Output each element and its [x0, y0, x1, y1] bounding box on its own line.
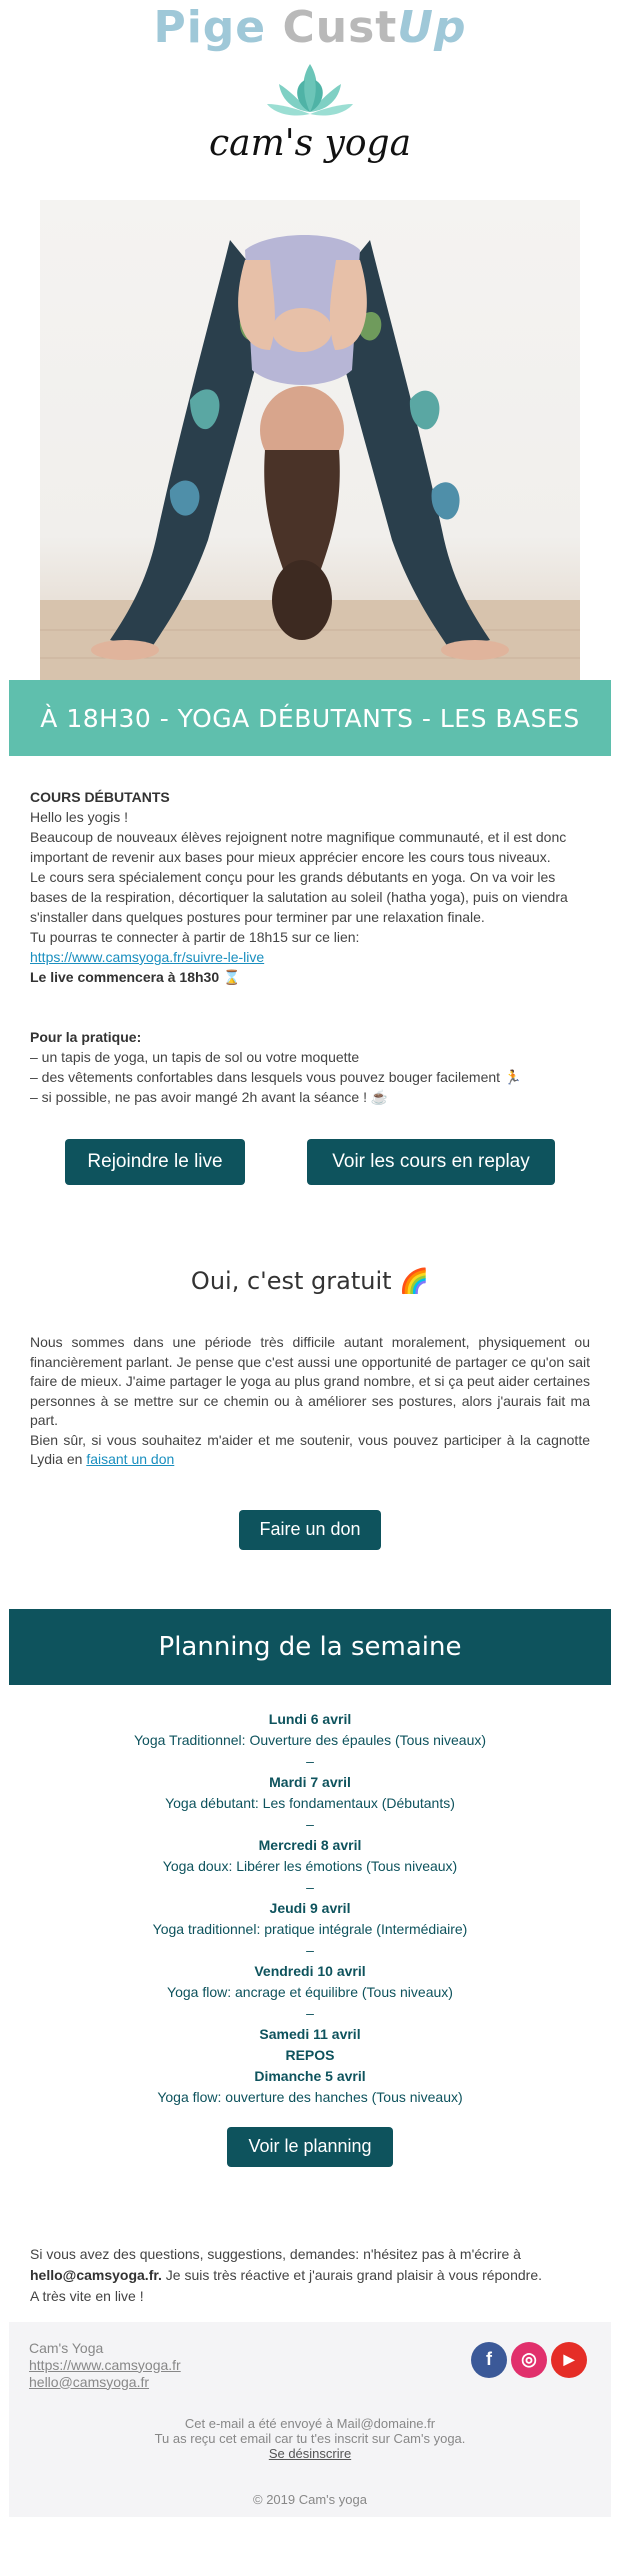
- intro-paragraph-3: Tu pourras te connecter à partir de 18h15 sur ce lien:: [30, 929, 360, 945]
- planning-separator: –: [306, 2004, 314, 2021]
- view-planning-button[interactable]: Voir le planning: [227, 2127, 393, 2167]
- planning-day: Dimanche 5 avril: [254, 2067, 366, 2084]
- planning-desc: Yoga doux: Libérer les émotions (Tous niveaux): [162, 1857, 458, 1874]
- join-live-button[interactable]: Rejoindre le live: [65, 1139, 245, 1185]
- planning-title: Planning de la semaine: [158, 1631, 462, 1662]
- copyright: © 2019 Cam's yoga: [253, 2491, 367, 2507]
- planning-desc: Yoga traditionnel: pratique intégrale (Intermédiaire): [152, 1920, 468, 1937]
- footer-contact: [29, 2340, 181, 2391]
- planning-day: Jeudi 9 avril: [269, 1899, 351, 1916]
- planning-day: Mercredi 8 avril: [258, 1836, 362, 1853]
- footer-name: Cam's Yoga: [29, 2339, 104, 2356]
- pratique-section: [30, 987, 590, 1107]
- social-links: [471, 2342, 587, 2378]
- donate-link[interactable]: faisant un don: [86, 1451, 175, 1467]
- planning-banner: [9, 1609, 611, 1685]
- pratique-item: – un tapis de yoga, un tapis de sol ou votre moquette: [30, 1049, 360, 1065]
- intro-paragraph-1: Beaucoup de nouveaux élèves rejoignent notre magnifique communauté, et il est donc important de revenir aux bases pour mieux apprécier encore les cours tous niveaux.: [30, 829, 567, 865]
- class-title: À 18H30 - YOGA DÉBUTANTS - LES BASES: [40, 703, 580, 733]
- hero-yoga-photo: [40, 200, 580, 680]
- intro-paragraph-2: Le cours sera spécialement conçu pour les grands débutants en yoga. On va voir les bases de la respiration, décortiquer la salutation au soleil (hatha yoga), puis on viendra s'installer dans quelques postures pour terminer par une relaxation finale.: [30, 869, 568, 925]
- yoga-pose-illustration: [40, 200, 580, 680]
- contact-email-line: [30, 2265, 590, 2286]
- brand-part-up: Up: [397, 2, 467, 53]
- footer: [9, 2322, 611, 2517]
- planning-desc: Yoga flow: ouverture des hanches (Tous niveaux): [157, 2088, 463, 2105]
- footer-legal: [9, 2416, 611, 2461]
- planning-desc: Yoga débutant: Les fondamentaux (Débutants): [165, 1794, 455, 1811]
- planning-day: Samedi 11 avril: [259, 2025, 361, 2042]
- cta-button-row: [65, 1139, 555, 1185]
- instagram-icon[interactable]: ◎: [511, 2342, 547, 2378]
- footer-site-link[interactable]: https://www.camsyoga.fr: [29, 2356, 181, 2373]
- contact-signoff: A très vite en live !: [30, 2287, 144, 2304]
- planning-separator: –: [306, 1815, 314, 1832]
- intro-greeting: Hello les yogis !: [30, 809, 129, 825]
- brand-part-pige: Pige: [153, 2, 283, 53]
- gratuit-section: [30, 1333, 590, 1470]
- gratuit-paragraph-1: Nous sommes dans une période très difficile autant moralement, physiquement ou financièrement parlant. Je pense que c'est aussi une opportunité de partager ce qu'on sait faire de mieux. J'aime partager le yoga au plus grand nombre, et si ça peut aider certaines personnes à se mettre sur ce chemin ou à améliorer ses postures, alors j'aurais fait ma part.: [30, 1334, 590, 1428]
- planning-button-wrap: [0, 2127, 620, 2167]
- footer-email-link[interactable]: hello@camsyoga.fr: [29, 2373, 150, 2390]
- planning-day: Lundi 6 avril: [268, 1710, 352, 1727]
- brand-part-cust: Cust: [282, 2, 398, 53]
- donate-button-wrap: [0, 1510, 620, 1550]
- unsubscribe-link[interactable]: Se désinscrire: [268, 2445, 352, 2461]
- pratique-heading: Pour la pratique:: [30, 1029, 142, 1045]
- planning-desc-rest: REPOS: [285, 2046, 335, 2063]
- planning-day: Vendredi 10 avril: [254, 1962, 366, 1979]
- pigecustup-brand: [0, 0, 620, 60]
- donate-button[interactable]: Faire un don: [239, 1510, 381, 1550]
- planning-desc: Yoga Traditionnel: Ouverture des épaules (Tous niveaux): [133, 1731, 487, 1748]
- pratique-item: – des vêtements confortables dans lesquels vous pouvez bouger facilement 🏃: [30, 1069, 522, 1085]
- logo-text: cam's yoga: [208, 123, 412, 164]
- class-title-banner: [9, 680, 611, 756]
- replay-button[interactable]: Voir les cours en replay: [307, 1139, 555, 1185]
- planning-separator: –: [306, 1752, 314, 1769]
- contact-paragraph: Si vous avez des questions, suggestions, demandes: n'hésitez pas à m'écrire à: [30, 2245, 521, 2262]
- contact-section: [30, 2244, 590, 2307]
- footer-sent-to: Cet e-mail a été envoyé à Mail@domaine.fr: [184, 2415, 436, 2431]
- pratique-item: – si possible, ne pas avoir mangé 2h avant la séance ! ☕: [30, 1089, 389, 1105]
- live-start-text: Le live commencera à 18h30 ⌛: [30, 969, 241, 985]
- gratuit-title: Oui, c'est gratuit 🌈: [190, 1267, 430, 1295]
- lotus-icon: [265, 60, 355, 122]
- youtube-icon[interactable]: ▶: [551, 2342, 587, 2378]
- facebook-icon[interactable]: f: [471, 2342, 507, 2378]
- intro-heading: COURS DÉBUTANTS: [30, 789, 170, 805]
- planning-separator: –: [306, 1941, 314, 1958]
- contact-text: Je suis très réactive et j'aurais grand plaisir à vous répondre.: [161, 2266, 542, 2283]
- gratuit-text: Bien sûr, si vous souhaitez m'aider et me soutenir, vous pouvez participer à la cagnotte Lydia en: [30, 1431, 590, 1467]
- live-link[interactable]: https://www.camsyoga.fr/suivre-le-live: [30, 949, 265, 965]
- planning-separator: –: [306, 1878, 314, 1895]
- planning-desc: Yoga flow: ancrage et équilibre (Tous niveaux): [167, 1983, 453, 2000]
- camsyoga-logo: [0, 60, 620, 200]
- intro-section: [30, 756, 590, 987]
- contact-email: hello@camsyoga.fr.: [30, 2266, 162, 2283]
- gratuit-paragraph-2: [30, 1431, 590, 1470]
- planning-list: [30, 1709, 590, 2108]
- planning-day: Mardi 7 avril: [269, 1773, 351, 1790]
- footer-reason: Tu as reçu cet email car tu t'es inscrit sur Cam's yoga.: [154, 2430, 466, 2446]
